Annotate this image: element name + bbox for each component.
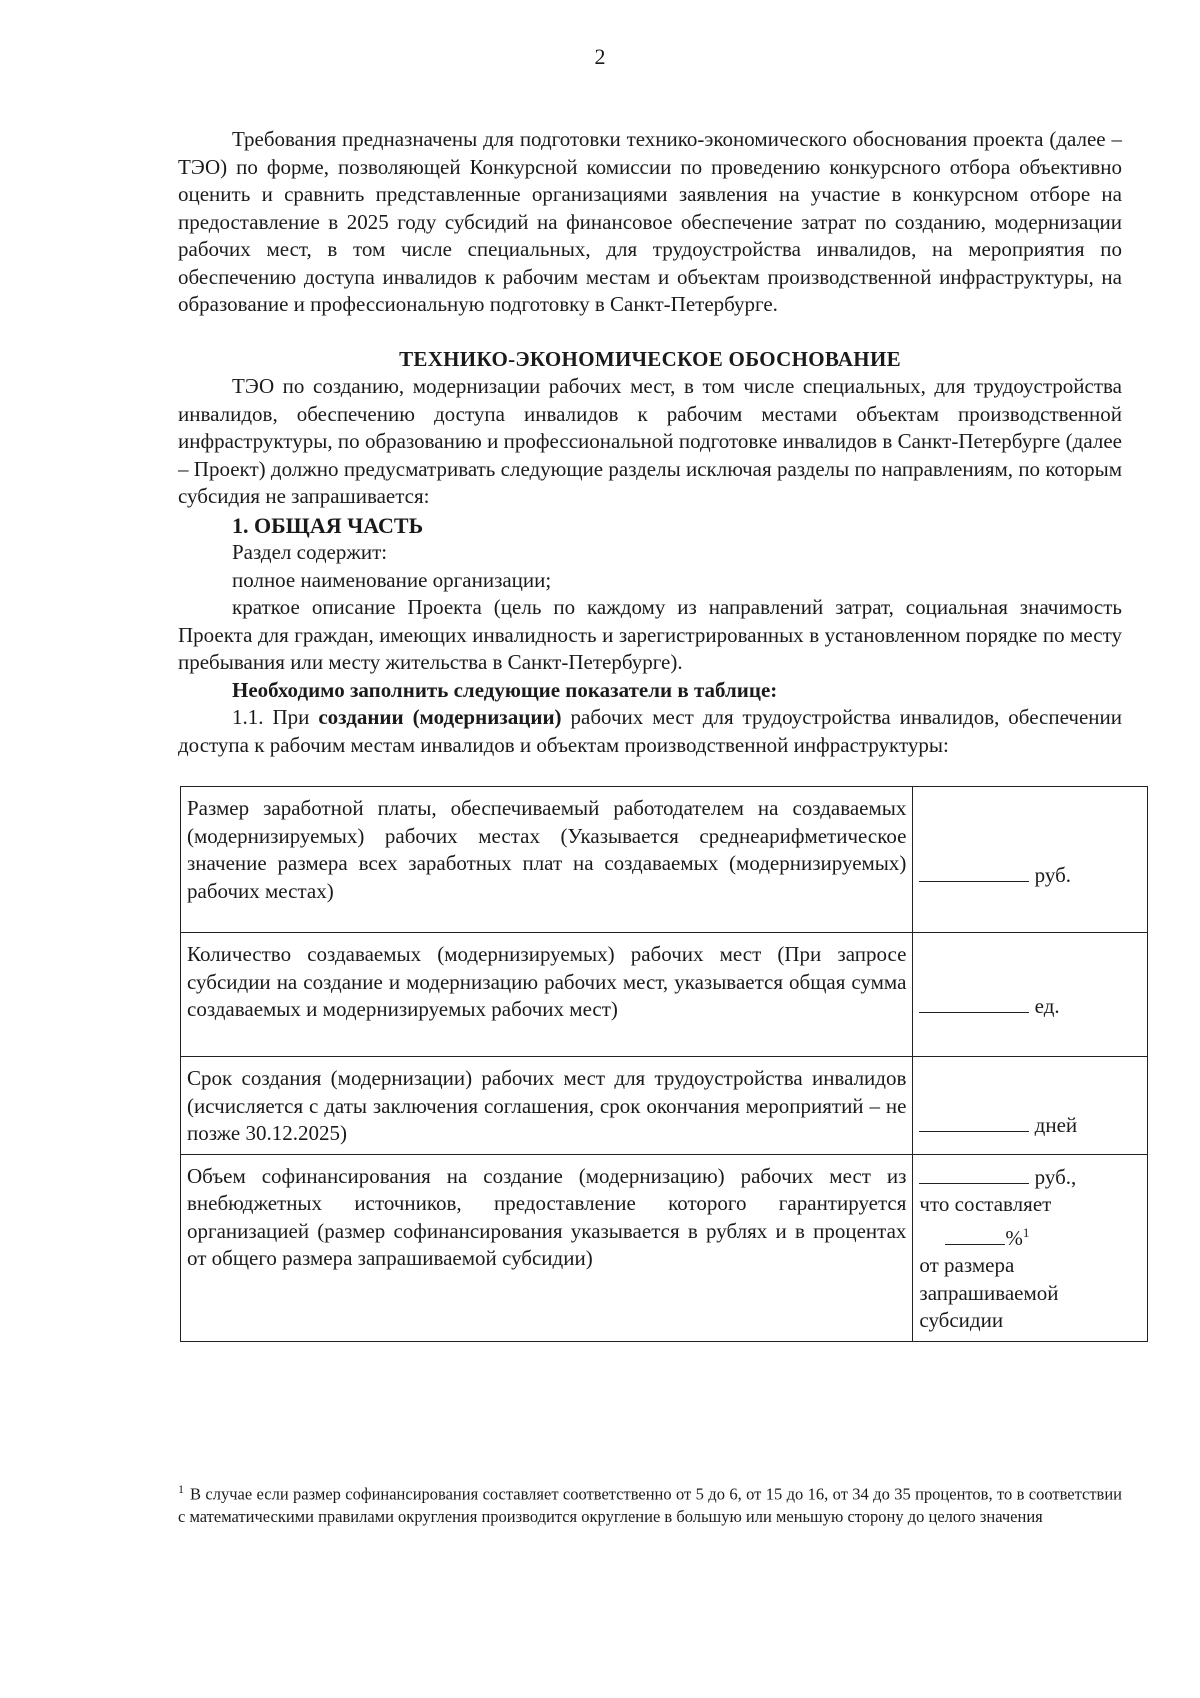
footnote-reference: 1 xyxy=(1022,1224,1030,1240)
cofinancing-rub-line xyxy=(919,1163,1141,1192)
cofinancing-value-cell[interactable] xyxy=(913,1154,1148,1341)
workplaces-count-description: Количество создаваемых (модернизируемых) рабочих мест (При запросе субсидии на создание и модернизацию рабочих мест, указывается общая сумма создаваемых и модернизируемых рабочих мест) xyxy=(181,933,913,1057)
cofinancing-percent-line xyxy=(919,1219,1141,1253)
term-unit: дней xyxy=(1034,1113,1078,1137)
table-row xyxy=(181,933,1148,1057)
cofinancing-line-4: от размера xyxy=(919,1253,1015,1277)
section-1-item-description: краткое описание Проекта (цель по каждому из направлений затрат, социальная значимость Проекта для граждан, имеющих инвалидность и зарегистрированных в установленном порядке по месту пребывания или месту жительства в Санкт-Петербурге). xyxy=(178,595,1122,674)
document-title: ТЕХНИКО-ЭКОНОМИЧЕСКОЕ ОБОСНОВАНИЕ xyxy=(399,346,901,371)
page-number: 2 xyxy=(594,44,606,69)
workplaces-count-value-cell[interactable] xyxy=(913,933,1148,1057)
section-1-heading: 1. ОБЩАЯ ЧАСТЬ xyxy=(232,512,424,538)
salary-value-cell[interactable] xyxy=(913,787,1148,933)
cofinancing-percent-sign: % xyxy=(1005,1225,1023,1250)
term-description: Срок создания (модернизации) рабочих мест для трудоустройства инвалидов (исчисляется с даты заключения соглашения, срок окончания мероприятий – не позже 30.12.2025) xyxy=(181,1057,913,1155)
table-row xyxy=(181,787,1148,933)
table-row xyxy=(181,1154,1148,1341)
salary-blank[interactable] xyxy=(919,861,1029,882)
cofinancing-line-5: запрашиваемой xyxy=(919,1280,1059,1305)
intro-paragraph: Требования предназначены для подготовки технико-экономического обоснования проекта (далее – ТЭО) по форме, позволяющей Конкурсной комиссии по проведению конкурсного отбора объективно оценить и сравнить представленные организациями заявления на участие в конкурсном отборе на предоставление в 2025 году субсидий на финансовое обеспечение затрат по созданию, модернизации рабочих мест, в том числе специальных, для трудоустройства инвалидов, на мероприятия по обеспечению доступа инвалидов к рабочим местам и объектам производственной инфраструктуры, на образование и профессиональную подготовку в Санкт-Петербурге. xyxy=(178,127,1122,316)
workplaces-count-unit: ед. xyxy=(1034,994,1060,1019)
term-blank[interactable] xyxy=(919,1111,1029,1132)
cofinancing-percent-blank[interactable] xyxy=(945,1224,1005,1245)
footnote xyxy=(178,1478,1122,1528)
cofinancing-rub-unit: руб., xyxy=(1034,1164,1077,1189)
indicators-table xyxy=(180,786,1148,1342)
table-row xyxy=(181,1057,1148,1155)
section-1-1-bold: создании (модернизации) xyxy=(318,705,562,729)
section-1-fill-note: Необходимо заполнить следующие показатели в таблице: xyxy=(232,677,778,702)
section-1-contains: Раздел содержит: xyxy=(232,540,388,564)
footnote-text: В случае если размер софинансирования составляет соответственно от 5 до 6, от 15 до 16, от 34 до 35 процентов, то в соответствии с математическими правилами округления производится округление в большую или меньшую сторону до целого значения xyxy=(178,1484,1122,1526)
cofinancing-rub-blank[interactable] xyxy=(919,1163,1029,1184)
teo-paragraph: ТЭО по созданию, модернизации рабочих мест, в том числе специальных, для трудоустройства инвалидов, обеспечению доступа инвалидов к рабочим местами объектам производственной инфраструктуры, по образованию и профессиональной подготовке инвалидов в Санкт-Петербурге (далее – Проект) должно предусматривать следующие разделы исключая разделы по направлениям, по которым субсидия не запрашивается: xyxy=(178,374,1122,508)
cofinancing-line-6: субсидии xyxy=(919,1308,1004,1332)
footnote-mark: 1 xyxy=(178,1482,184,1496)
section-1-item-org-name: полное наименование организации; xyxy=(232,567,552,592)
section-1-1-rest: рабочих мест для трудоустройства инвалидов, обеспечении доступа к рабочим местам инвалидов и объектам производственной инфраструктуры: xyxy=(178,705,1123,757)
salary-description: Размер заработной платы, обеспечиваемый работодателем на создаваемых (модернизируемых) рабочих местах (Указывается среднеарифметическое значение размера всех заработных плат на создаваемых (модернизируемых) рабочих местах) xyxy=(181,787,913,933)
section-1-1-paragraph xyxy=(178,704,1122,759)
salary-unit: руб. xyxy=(1034,863,1072,888)
term-value-cell[interactable] xyxy=(913,1057,1148,1155)
cofinancing-description: Объем софинансирования на создание (модернизацию) рабочих мест из внебюджетных источников, предоставление которого гарантируется организацией (размер софинансирования указывается в рублях и в процентах от общего размера запрашиваемой субсидии) xyxy=(181,1154,913,1341)
workplaces-count-blank[interactable] xyxy=(919,992,1029,1013)
section-1-1-prefix: 1.1. При xyxy=(232,705,319,729)
cofinancing-line-2: что составляет xyxy=(919,1192,1052,1216)
document-body xyxy=(178,126,1122,1342)
